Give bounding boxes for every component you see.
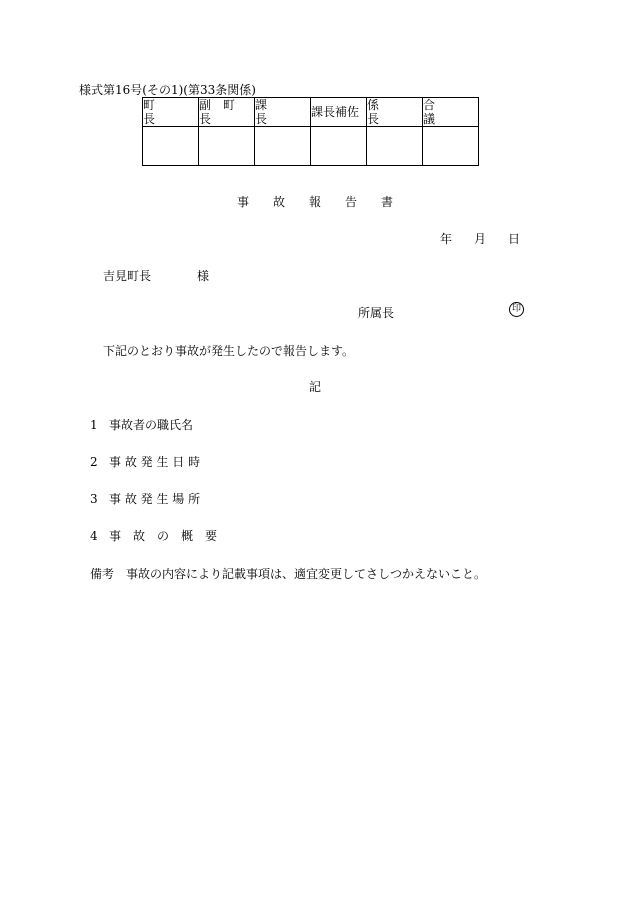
body-text: 下記のとおり事故が発生したので報告します。: [103, 344, 355, 358]
date-line: [440, 230, 542, 247]
note: [90, 565, 486, 582]
approval-header-section-chief: 課 長: [255, 98, 311, 127]
approval-stamp-cell: [143, 127, 199, 166]
title-char: 報: [308, 195, 321, 209]
item-label: 事故者の職氏名: [109, 418, 194, 432]
item-label: 事 故 の 概 要: [109, 529, 218, 543]
item-number: 1: [90, 418, 98, 432]
approval-stamp-cell: [367, 127, 423, 166]
item-label: 事 故 発 生 日 時: [109, 455, 201, 469]
approval-table: [142, 97, 479, 166]
addressee-name: 吉見町長: [103, 269, 152, 283]
approval-header-deputy-mayor: 副 町 長: [199, 98, 255, 127]
approval-header-consultation: 合 議: [423, 98, 479, 127]
date-month: 月: [474, 232, 487, 246]
addressee-honorific: 様: [197, 269, 210, 283]
title-char: 書: [381, 195, 394, 209]
list-item: [90, 527, 217, 544]
list-item: [90, 453, 200, 470]
title-char: 告: [345, 195, 358, 209]
item-number: 3: [90, 492, 98, 506]
item-number: 4: [90, 529, 98, 543]
date-day: 日: [508, 232, 521, 246]
form-number: 様式第16号(その1)(第33条関係): [79, 83, 256, 97]
note-text: 事故の内容により記載事項は、適宜変更してさしつかえないこと。: [126, 567, 487, 581]
document-title: [0, 193, 630, 210]
item-label: 事 故 発 生 場 所: [109, 492, 201, 506]
item-number: 2: [90, 455, 98, 469]
list-item: [90, 416, 193, 433]
approval-header-mayor: 町 長: [143, 98, 199, 127]
title-char: 故: [272, 195, 285, 209]
title-char: 事: [236, 195, 249, 209]
approval-stamp-cell: [199, 127, 255, 166]
approval-header-assistant-chief: 課長補佐: [311, 98, 367, 127]
date-year: 年: [440, 232, 453, 246]
approval-stamp-cell: [423, 127, 479, 166]
list-item: [90, 490, 200, 507]
approval-stamp-cell: [255, 127, 311, 166]
addressee: [103, 267, 209, 284]
note-label: 備考: [90, 567, 115, 581]
seal-mark: 印: [509, 302, 524, 317]
approval-header-subsection-chief: 係 長: [367, 98, 423, 127]
ki-heading: 記: [308, 380, 321, 394]
affiliation-label: 所属長: [358, 306, 395, 320]
approval-stamp-cell: [311, 127, 367, 166]
